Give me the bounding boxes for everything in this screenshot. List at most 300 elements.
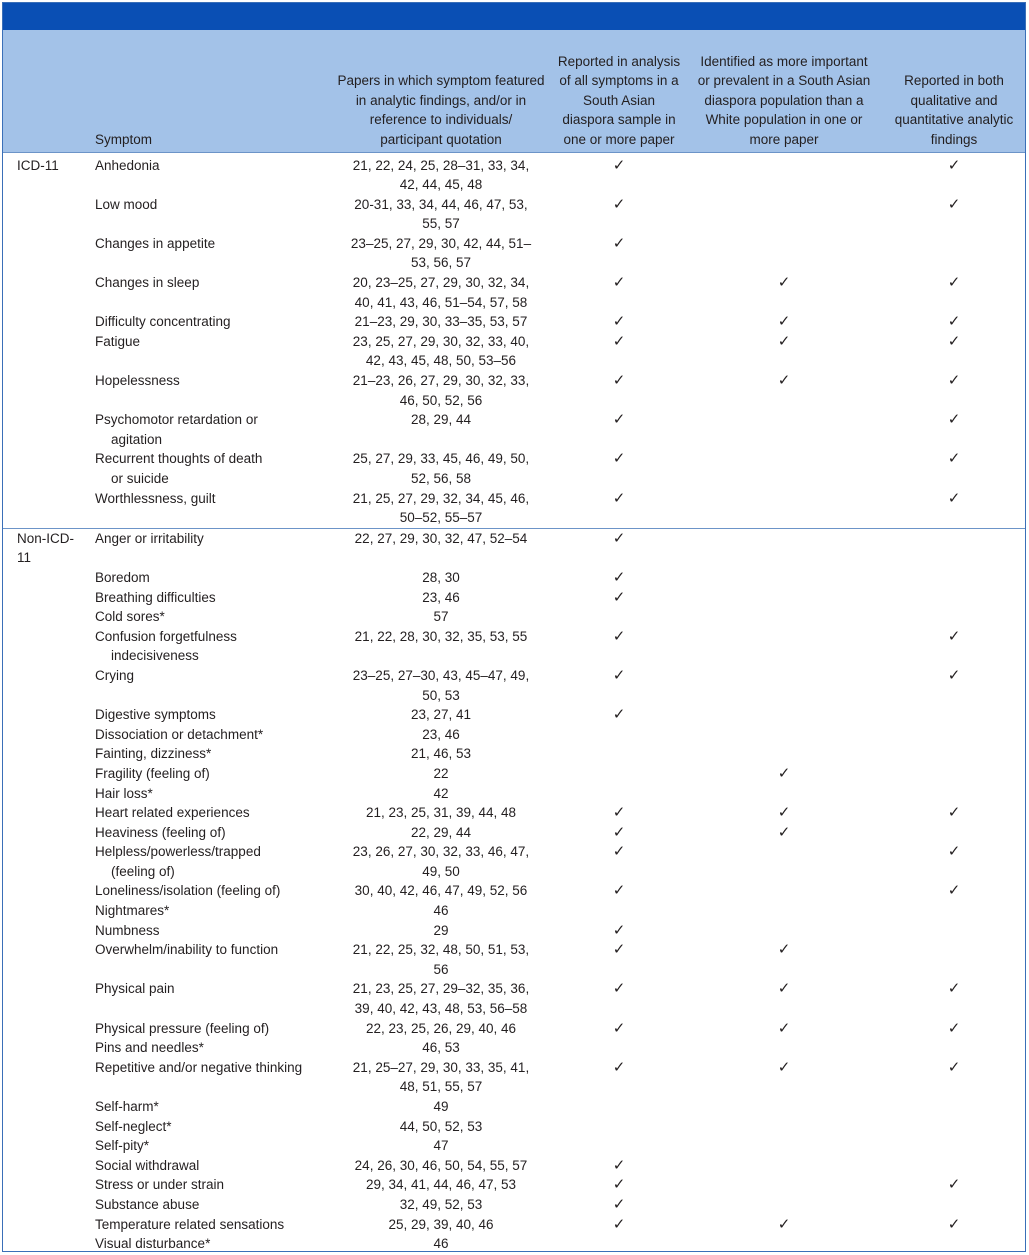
row-papers: 21, 25, 27, 29, 32, 34, 45, 46, 50–52, 55–57 bbox=[352, 490, 530, 526]
symptom-text: indecisiveness bbox=[111, 648, 199, 664]
checkmark-icon: ✓ bbox=[612, 823, 626, 841]
check-reported-all bbox=[551, 1234, 687, 1252]
check-both bbox=[881, 568, 1026, 588]
check-reported-all bbox=[551, 528, 687, 568]
row-group-label bbox=[3, 410, 91, 449]
row-symptom bbox=[91, 273, 331, 312]
table-row bbox=[3, 744, 1026, 764]
symptom-text: Hopelessness bbox=[95, 373, 180, 389]
row-papers: 20-31, 33, 34, 44, 46, 47, 53, 55, 57 bbox=[354, 196, 528, 232]
check-reported-all bbox=[551, 332, 687, 371]
row-group-label bbox=[3, 1058, 91, 1097]
table-row bbox=[3, 666, 1026, 705]
symptom-text: Psychomotor retardation or bbox=[95, 412, 258, 428]
row-group-label bbox=[3, 332, 91, 371]
row-group-label bbox=[3, 568, 91, 588]
checkmark-icon: ✓ bbox=[777, 274, 791, 292]
row-papers: 21, 22, 25, 32, 48, 50, 51, 53, 56 bbox=[352, 942, 530, 977]
symptom-text: Crying bbox=[95, 667, 135, 683]
table-row bbox=[3, 705, 1026, 725]
checkmark-icon: ✓ bbox=[947, 1215, 961, 1233]
symptom-text: Substance abuse bbox=[95, 1196, 200, 1212]
row-papers: 57 bbox=[433, 609, 449, 625]
column-header-symptom: Symptom bbox=[91, 30, 331, 152]
row-symptom bbox=[91, 234, 331, 273]
row-papers: 44, 50, 52, 53 bbox=[399, 1118, 483, 1134]
check-more-important bbox=[687, 273, 881, 312]
table-row bbox=[3, 1175, 1026, 1195]
row-group-label bbox=[3, 449, 91, 488]
checkmark-icon: ✓ bbox=[612, 627, 626, 645]
symptom-text: Recurrent thoughts of death bbox=[95, 451, 263, 467]
check-more-important bbox=[687, 1234, 881, 1252]
row-symptom bbox=[91, 489, 331, 529]
checkmark-icon: ✓ bbox=[612, 1176, 626, 1194]
check-more-important bbox=[687, 410, 881, 449]
checkmark-icon: ✓ bbox=[947, 1058, 961, 1076]
check-more-important bbox=[687, 744, 881, 764]
checkmark-icon: ✓ bbox=[612, 156, 626, 174]
row-symptom bbox=[91, 1058, 331, 1097]
table-row bbox=[3, 449, 1026, 488]
row-group-label bbox=[3, 312, 91, 332]
row-symptom bbox=[91, 449, 331, 488]
check-both bbox=[881, 940, 1026, 979]
table-row bbox=[3, 489, 1026, 529]
row-symptom bbox=[91, 607, 331, 627]
symptom-text: Pins and needles* bbox=[95, 1040, 204, 1056]
row-symptom bbox=[91, 666, 331, 705]
checkmark-icon: ✓ bbox=[612, 588, 626, 606]
symptom-text: Visual disturbance* bbox=[95, 1236, 211, 1252]
row-group-label bbox=[3, 1038, 91, 1058]
check-reported-all bbox=[551, 588, 687, 608]
table-row bbox=[3, 332, 1026, 371]
symptom-text: Social withdrawal bbox=[95, 1157, 200, 1173]
check-reported-all bbox=[551, 1038, 687, 1058]
checkmark-icon: ✓ bbox=[612, 411, 626, 429]
row-group-label bbox=[3, 1156, 91, 1176]
symptom-text: Changes in sleep bbox=[95, 275, 200, 291]
checkmark-icon: ✓ bbox=[947, 666, 961, 684]
check-more-important bbox=[687, 332, 881, 371]
symptom-text: Fainting, dizziness* bbox=[95, 746, 212, 762]
check-more-important bbox=[687, 627, 881, 666]
check-more-important bbox=[687, 784, 881, 804]
table-row bbox=[3, 1038, 1026, 1058]
check-more-important bbox=[687, 528, 881, 568]
row-group-label bbox=[3, 940, 91, 979]
row-group-label bbox=[3, 784, 91, 804]
checkmark-icon: ✓ bbox=[777, 980, 791, 998]
row-symptom bbox=[91, 784, 331, 804]
check-both bbox=[881, 921, 1026, 941]
check-reported-all bbox=[551, 940, 687, 979]
checkmark-icon: ✓ bbox=[612, 1215, 626, 1233]
checkmark-icon: ✓ bbox=[947, 372, 961, 390]
row-papers: 21, 23, 25, 27, 29–32, 35, 36, 39, 40, 42, 43, 48, 53, 56–58 bbox=[352, 981, 530, 1017]
table-row bbox=[3, 528, 1026, 568]
table-row bbox=[3, 1058, 1026, 1097]
row-papers: 23–25, 27, 29, 30, 42, 44, 51–53, 56, 57 bbox=[350, 235, 532, 271]
symptom-text: Breathing difficulties bbox=[95, 589, 216, 605]
table-row bbox=[3, 1136, 1026, 1156]
table-title-bar bbox=[3, 3, 1025, 30]
check-reported-all bbox=[551, 881, 687, 901]
row-symptom bbox=[91, 1234, 331, 1252]
check-reported-all bbox=[551, 410, 687, 449]
check-reported-all bbox=[551, 705, 687, 725]
row-group-label bbox=[3, 823, 91, 843]
row-group-label bbox=[3, 705, 91, 725]
check-both bbox=[881, 588, 1026, 608]
check-both bbox=[881, 666, 1026, 705]
check-more-important bbox=[687, 607, 881, 627]
check-more-important bbox=[687, 1019, 881, 1039]
checkmark-icon: ✓ bbox=[612, 568, 626, 586]
check-reported-all bbox=[551, 1097, 687, 1117]
row-symptom bbox=[91, 1136, 331, 1156]
check-both bbox=[881, 489, 1026, 529]
row-symptom bbox=[91, 312, 331, 332]
row-group-label bbox=[3, 744, 91, 764]
symptom-text: Difficulty concentrating bbox=[95, 314, 231, 330]
row-group-label bbox=[3, 489, 91, 529]
check-more-important bbox=[687, 449, 881, 488]
symptom-text: Numbness bbox=[95, 922, 160, 938]
row-papers: 24, 26, 30, 46, 50, 54, 55, 57 bbox=[354, 1157, 528, 1173]
row-symptom bbox=[91, 627, 331, 666]
check-more-important bbox=[687, 842, 881, 881]
check-reported-all bbox=[551, 764, 687, 784]
checkmark-icon: ✓ bbox=[777, 804, 791, 822]
check-reported-all bbox=[551, 744, 687, 764]
checkmark-icon: ✓ bbox=[777, 941, 791, 959]
check-reported-all bbox=[551, 725, 687, 745]
checkmark-icon: ✓ bbox=[612, 1019, 626, 1037]
checkmark-icon: ✓ bbox=[612, 1058, 626, 1076]
column-header-both: Reported in both qualitative and quantitative analytic findings bbox=[881, 30, 1026, 152]
symptom-text: Repetitive and/or negative thinking bbox=[95, 1059, 303, 1075]
check-more-important bbox=[687, 312, 881, 332]
row-papers: 46 bbox=[433, 1236, 449, 1252]
table-row bbox=[3, 1234, 1026, 1252]
symptom-text: Worthlessness, guilt bbox=[95, 490, 216, 506]
check-more-important bbox=[687, 568, 881, 588]
check-more-important bbox=[687, 725, 881, 745]
row-papers: 22, 29, 44 bbox=[410, 824, 472, 840]
check-more-important bbox=[687, 1195, 881, 1215]
row-papers: 29 bbox=[433, 922, 449, 938]
table-row bbox=[3, 627, 1026, 666]
row-group-label bbox=[3, 1019, 91, 1039]
check-more-important bbox=[687, 1097, 881, 1117]
checkmark-icon: ✓ bbox=[777, 313, 791, 331]
row-papers: 23, 26, 27, 30, 32, 33, 46, 47, 49, 50 bbox=[352, 844, 530, 879]
checkmark-icon: ✓ bbox=[947, 313, 961, 331]
checkmark-icon: ✓ bbox=[612, 274, 626, 292]
check-more-important bbox=[687, 1215, 881, 1235]
check-more-important bbox=[687, 666, 881, 705]
row-group-label bbox=[3, 979, 91, 1018]
row-group-label bbox=[3, 666, 91, 705]
check-more-important bbox=[687, 1156, 881, 1176]
row-symptom bbox=[91, 744, 331, 764]
row-group-label bbox=[3, 1097, 91, 1117]
checkmark-icon: ✓ bbox=[612, 450, 626, 468]
check-both bbox=[881, 842, 1026, 881]
symptom-text: Cold sores* bbox=[95, 609, 165, 625]
checkmark-icon: ✓ bbox=[612, 529, 626, 547]
symptom-text: Self-neglect* bbox=[95, 1118, 172, 1134]
symptom-text: Helpless/powerless/trapped bbox=[95, 844, 261, 860]
check-both bbox=[881, 1117, 1026, 1137]
row-symptom bbox=[91, 725, 331, 745]
check-both bbox=[881, 1195, 1026, 1215]
symptom-text: Hair loss* bbox=[95, 785, 153, 801]
checkmark-icon: ✓ bbox=[612, 843, 626, 861]
checkmark-icon: ✓ bbox=[947, 882, 961, 900]
checkmark-icon: ✓ bbox=[612, 1156, 626, 1174]
table-row bbox=[3, 803, 1026, 823]
row-group-label bbox=[3, 842, 91, 881]
row-papers: 21, 25–27, 29, 30, 33, 35, 41, 48, 51, 55, 57 bbox=[352, 1059, 530, 1095]
check-reported-all bbox=[551, 1058, 687, 1097]
symptom-text: Dissociation or detachment* bbox=[95, 726, 264, 742]
check-both bbox=[881, 764, 1026, 784]
row-group-label bbox=[3, 803, 91, 823]
table-header-row bbox=[3, 30, 1026, 152]
symptom-text: Stress or under strain bbox=[95, 1177, 225, 1193]
checkmark-icon: ✓ bbox=[777, 1058, 791, 1076]
check-reported-all bbox=[551, 627, 687, 666]
table-row bbox=[3, 881, 1026, 901]
symptom-text: Temperature related sensations bbox=[95, 1216, 285, 1232]
column-header-reported-all: Reported in analysis of all symptoms in a South Asian diaspora sample in one or more paper bbox=[551, 30, 687, 152]
table-row bbox=[3, 273, 1026, 312]
check-both bbox=[881, 195, 1026, 234]
check-reported-all bbox=[551, 312, 687, 332]
check-reported-all bbox=[551, 823, 687, 843]
check-reported-all bbox=[551, 568, 687, 588]
check-both bbox=[881, 410, 1026, 449]
check-both bbox=[881, 627, 1026, 666]
row-papers: 28, 29, 44 bbox=[410, 412, 472, 428]
row-group-label bbox=[3, 1234, 91, 1252]
symptom-text: Nightmares* bbox=[95, 903, 170, 919]
row-group-label bbox=[3, 273, 91, 312]
check-both bbox=[881, 725, 1026, 745]
check-reported-all bbox=[551, 901, 687, 921]
table-row bbox=[3, 979, 1026, 1018]
table-row bbox=[3, 764, 1026, 784]
row-symptom bbox=[91, 528, 331, 568]
row-symptom bbox=[91, 195, 331, 234]
table-frame bbox=[2, 2, 1026, 1252]
checkmark-icon: ✓ bbox=[612, 489, 626, 507]
row-papers: 21, 23, 25, 31, 39, 44, 48 bbox=[365, 805, 517, 821]
symptom-text: Loneliness/isolation (feeling of) bbox=[95, 883, 281, 899]
table-row bbox=[3, 410, 1026, 449]
row-papers: 25, 29, 39, 40, 46 bbox=[388, 1216, 494, 1232]
symptom-text: Low mood bbox=[95, 196, 158, 212]
row-symptom bbox=[91, 842, 331, 881]
check-reported-all bbox=[551, 234, 687, 273]
checkmark-icon: ✓ bbox=[947, 843, 961, 861]
row-papers: 28, 30 bbox=[422, 569, 460, 585]
row-symptom bbox=[91, 803, 331, 823]
row-papers: 23, 46 bbox=[422, 589, 460, 605]
check-both bbox=[881, 803, 1026, 823]
row-symptom bbox=[91, 332, 331, 371]
row-group-label: ICD-11 bbox=[17, 157, 59, 173]
check-both bbox=[881, 881, 1026, 901]
row-group-label bbox=[3, 881, 91, 901]
check-reported-all bbox=[551, 842, 687, 881]
check-both bbox=[881, 528, 1026, 568]
row-papers: 42 bbox=[433, 785, 449, 801]
row-group-label: Non-ICD-11 bbox=[3, 528, 91, 568]
row-papers: 49 bbox=[433, 1099, 449, 1114]
check-reported-all bbox=[551, 489, 687, 529]
check-reported-all bbox=[551, 152, 687, 195]
table-row bbox=[3, 784, 1026, 804]
symptom-table bbox=[3, 30, 1026, 1252]
check-reported-all bbox=[551, 1195, 687, 1215]
check-reported-all bbox=[551, 1136, 687, 1156]
row-symptom bbox=[91, 921, 331, 941]
row-group-label bbox=[3, 627, 91, 666]
row-papers: 22, 27, 29, 30, 32, 47, 52–54 bbox=[331, 528, 551, 568]
row-symptom bbox=[91, 823, 331, 843]
table-row bbox=[3, 371, 1026, 410]
check-both bbox=[881, 332, 1026, 371]
table-row bbox=[3, 1215, 1026, 1235]
check-more-important bbox=[687, 1117, 881, 1137]
row-group-label bbox=[3, 901, 91, 921]
check-more-important bbox=[687, 588, 881, 608]
symptom-text: Heart related experiences bbox=[95, 805, 250, 821]
row-papers: 21–23, 29, 30, 33–35, 53, 57 bbox=[354, 314, 528, 330]
table-row bbox=[3, 1019, 1026, 1039]
check-more-important bbox=[687, 940, 881, 979]
symptom-text: Anhedonia bbox=[95, 157, 160, 173]
check-reported-all bbox=[551, 1019, 687, 1039]
check-reported-all bbox=[551, 1175, 687, 1195]
row-symptom bbox=[91, 1175, 331, 1195]
row-papers: 25, 27, 29, 33, 45, 46, 49, 50, 52, 56, 58 bbox=[352, 451, 530, 486]
table-row bbox=[3, 921, 1026, 941]
row-symptom bbox=[91, 1097, 331, 1117]
table-row bbox=[3, 1195, 1026, 1215]
checkmark-icon: ✓ bbox=[612, 804, 626, 822]
checkmark-icon: ✓ bbox=[947, 411, 961, 429]
check-both bbox=[881, 371, 1026, 410]
symptom-text: Fatigue bbox=[95, 333, 141, 349]
check-more-important bbox=[687, 901, 881, 921]
checkmark-icon: ✓ bbox=[612, 980, 626, 998]
symptom-text: agitation bbox=[111, 431, 163, 447]
checkmark-icon: ✓ bbox=[612, 941, 626, 959]
checkmark-icon: ✓ bbox=[947, 450, 961, 468]
checkmark-icon: ✓ bbox=[612, 313, 626, 331]
row-symptom bbox=[91, 979, 331, 1018]
row-symptom bbox=[91, 371, 331, 410]
check-both bbox=[881, 152, 1026, 195]
table-row bbox=[3, 823, 1026, 843]
row-group-label bbox=[3, 764, 91, 784]
row-group-label bbox=[3, 1215, 91, 1235]
row-group-label bbox=[3, 195, 91, 234]
check-more-important bbox=[687, 803, 881, 823]
check-both bbox=[881, 979, 1026, 1018]
check-more-important bbox=[687, 823, 881, 843]
check-reported-all bbox=[551, 195, 687, 234]
check-reported-all bbox=[551, 784, 687, 804]
symptom-text: Changes in appetite bbox=[95, 235, 216, 251]
row-papers: 29, 34, 41, 44, 46, 47, 53 bbox=[365, 1177, 517, 1193]
check-reported-all bbox=[551, 666, 687, 705]
symptom-text: Confusion forgetfulness bbox=[95, 628, 237, 644]
row-group-label bbox=[3, 588, 91, 608]
row-group-label bbox=[3, 234, 91, 273]
table-row bbox=[3, 901, 1026, 921]
table-row bbox=[3, 588, 1026, 608]
row-papers: 46 bbox=[433, 903, 449, 919]
symptom-text: or suicide bbox=[111, 471, 169, 486]
row-papers: 30, 40, 42, 46, 47, 49, 52, 56 bbox=[354, 883, 528, 899]
check-both bbox=[881, 1136, 1026, 1156]
check-both bbox=[881, 273, 1026, 312]
check-more-important bbox=[687, 195, 881, 234]
row-symptom bbox=[91, 901, 331, 921]
check-more-important bbox=[687, 705, 881, 725]
symptom-text: Digestive symptoms bbox=[95, 707, 216, 723]
check-both bbox=[881, 1038, 1026, 1058]
row-papers: 32, 49, 52, 53 bbox=[399, 1196, 483, 1212]
checkmark-icon: ✓ bbox=[947, 980, 961, 998]
symptom-text: (feeling of) bbox=[111, 863, 175, 879]
row-papers: 20, 23–25, 27, 29, 30, 32, 34, 40, 41, 43, 46, 51–54, 57, 58 bbox=[352, 275, 530, 310]
check-both bbox=[881, 312, 1026, 332]
checkmark-icon: ✓ bbox=[612, 921, 626, 939]
row-symptom bbox=[91, 1156, 331, 1176]
row-symptom bbox=[91, 764, 331, 784]
check-more-important bbox=[687, 921, 881, 941]
check-more-important bbox=[687, 371, 881, 410]
check-reported-all bbox=[551, 449, 687, 488]
check-more-important bbox=[687, 979, 881, 1018]
check-both bbox=[881, 234, 1026, 273]
check-more-important bbox=[687, 1058, 881, 1097]
check-more-important bbox=[687, 1136, 881, 1156]
table-row bbox=[3, 1097, 1026, 1117]
check-both bbox=[881, 744, 1026, 764]
check-reported-all bbox=[551, 979, 687, 1018]
checkmark-icon: ✓ bbox=[612, 666, 626, 684]
check-both bbox=[881, 1234, 1026, 1252]
row-papers: 21, 22, 28, 30, 32, 35, 53, 55 bbox=[354, 628, 528, 644]
checkmark-icon: ✓ bbox=[947, 1176, 961, 1194]
check-reported-all bbox=[551, 273, 687, 312]
row-symptom bbox=[91, 1215, 331, 1235]
symptom-text: Anger or irritability bbox=[95, 530, 204, 546]
check-both bbox=[881, 1156, 1026, 1176]
row-papers: 23, 46 bbox=[422, 726, 460, 742]
checkmark-icon: ✓ bbox=[612, 882, 626, 900]
check-reported-all bbox=[551, 1117, 687, 1137]
check-reported-all bbox=[551, 607, 687, 627]
